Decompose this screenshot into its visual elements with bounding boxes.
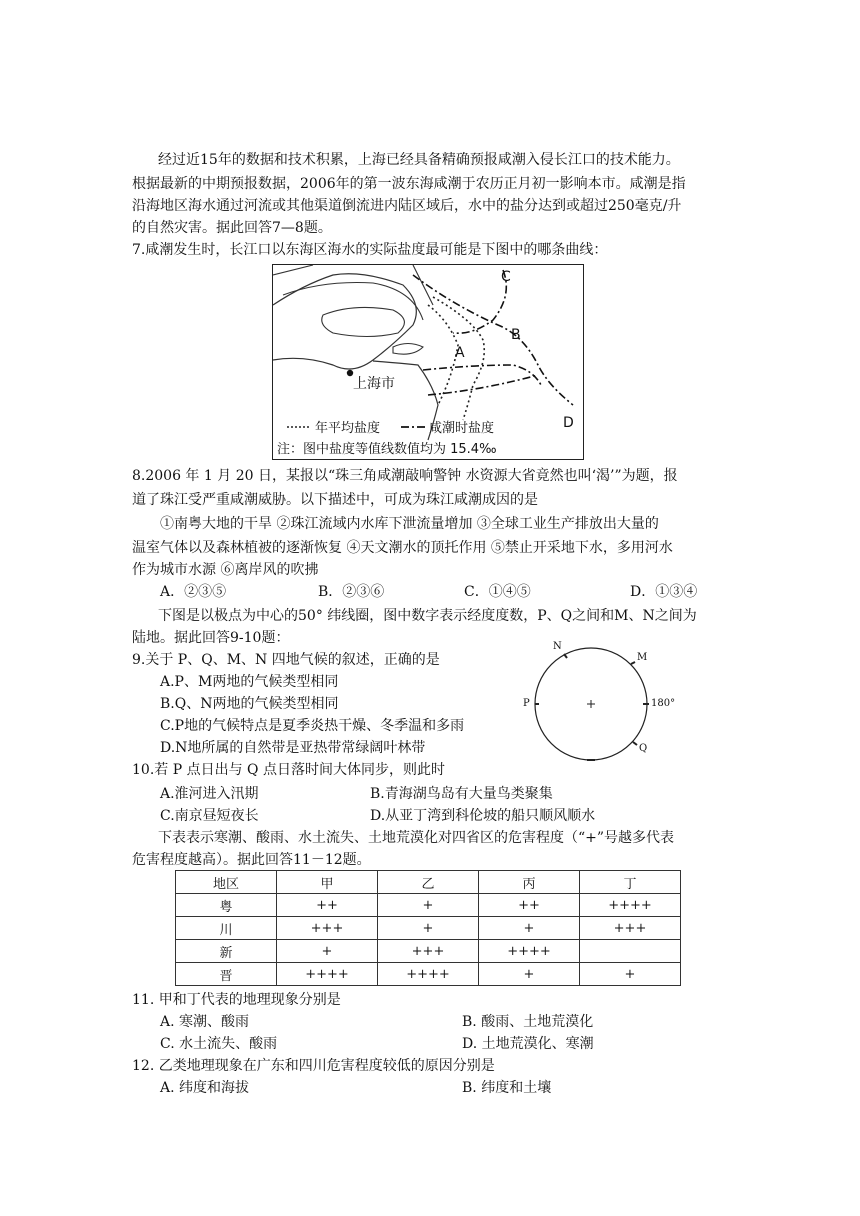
q12-option-b: B. 纬度和土壤 [462,1080,552,1096]
intro-line-4: 的自然灾害。据此回答7—8题。 [132,220,332,236]
table-row [176,917,681,940]
q8-options-3: 作为城市水源 ⑥离岸风的吹拂 [132,562,319,578]
q9-option-b: B.Q、N两地的气候类型相同 [160,696,339,712]
table-row [176,894,681,917]
table-cell: 粤 [176,894,277,917]
q8-stem-2: 道了珠江受严重咸潮威胁。以下描述中，可成为珠江咸潮成因的是 [132,492,538,508]
city-label-shanghai: 上海市 [353,376,395,392]
longitude-180-label: 180° [651,698,676,709]
table-cell: +++ [378,940,479,963]
hazard-table [175,870,681,986]
q11-option-a: A. 寒潮、酸雨 [160,1014,250,1030]
table-header: 地区 [176,871,277,894]
q8-choice-d: D．①③④ [630,584,698,600]
table-cell [580,940,681,963]
legend-annual: 年平均盐度 [315,421,381,436]
q910-intro-1: 下图是以极点为中心的50° 纬线圈，图中数字表示经度度数，P、Q之间和M、N之间为 [158,608,697,624]
q11-option-d: D. 土地荒漠化、寒潮 [462,1036,594,1052]
q8-choice-b: B．②③⑥ [318,584,385,600]
q10-stem: 10.若 P 点日出与 Q 点日落时间大体同步，则此时 [132,762,445,778]
q9-option-d: D.N地所属的自然带是亚热带常绿阔叶林带 [160,740,426,756]
point-m-label: M [637,652,648,663]
q8-options-2: 温室气体以及森林植被的逐渐恢复 ④天文潮水的顶托作用 ⑤禁止开采地下水，多用河水 [132,540,673,556]
q11-option-c: C. 水土流失、酸雨 [160,1036,278,1052]
table-row [176,940,681,963]
q10-option-c: C.南京昼短夜长 [160,808,259,824]
table-cell: + [479,917,580,940]
q8-choice-c: C．①④⑤ [464,584,531,600]
table-cell: + [378,894,479,917]
table-header: 乙 [378,871,479,894]
intro-line-1: 经过近15年的数据和技术积累，上海已经具备精确预报咸潮入侵长江口的技术能力。 [158,152,680,168]
map-note: 注：图中盐度等值线数值均为 15.4‰ [277,442,497,457]
curve-label-d: D [563,415,574,431]
curve-label-c: C [501,269,511,285]
table-cell: +++ [277,917,378,940]
table-cell: ++ [277,894,378,917]
table-cell: 新 [176,940,277,963]
table-cell: 川 [176,917,277,940]
curve-label-a: A [455,345,465,361]
table-cell: + [277,940,378,963]
table-cell: ++++ [277,963,378,986]
q11-option-b: B. 酸雨、土地荒漠化 [462,1014,594,1030]
table-cell: +++ [580,917,681,940]
q10-option-a: A.淮河进入汛期 [160,786,259,802]
point-p-label: P [523,698,530,709]
table-cell: ++++ [378,963,479,986]
table-cell: + [479,963,580,986]
table-cell: ++++ [580,894,681,917]
q910-intro-2: 陆地。据此回答9-10题： [132,630,290,646]
point-q-label: Q [639,743,648,754]
q7-stem: 7.咸潮发生时，长江口以东海区海水的实际盐度最可能是下图中的哪条曲线： [132,242,608,258]
q12-option-a: A. 纬度和海拔 [160,1080,250,1096]
q8-options-1: ①南粤大地的干旱 ②珠江流域内水库下泄流量增加 ③全球工业生产排放出大量的 [160,516,659,532]
table-header: 丁 [580,871,681,894]
intro-line-2: 根据最新的中期预报数据，2006年的第一波东海咸潮于农历正月初一影响本市。咸潮是指 [132,176,686,192]
table-cell: + [378,917,479,940]
q10-option-d: D.从亚丁湾到科伦坡的船只顺风顺水 [370,808,596,824]
q12-stem: 12. 乙类地理现象在广东和四川危害程度较低的原因分别是 [132,1058,495,1074]
salinity-map [272,264,584,460]
curve-label-b: B [511,327,521,343]
table-cell: + [580,963,681,986]
table-cell: 晋 [176,963,277,986]
q1112-intro-1: 下表表示寒潮、酸雨、水土流失、土地荒漠化对四省区的危害程度（“+”号越多代表 [158,830,675,846]
intro-line-3: 沿海地区海水通过河流或其他渠道倒流进内陆区域后，水中的盐分达到或超过250毫克/升 [132,198,682,214]
q1112-intro-2: 危害程度越高）。据此回答11－12题。 [132,852,371,868]
table-header-row [176,871,681,894]
q8-stem-1: 8.2006 年 1 月 20 日，某报以“珠三角咸潮敲响警钟 水资源大省竟然也叫‘渴’”为题，报 [132,468,678,484]
q8-choice-a: A．②③⑤ [160,584,227,600]
point-n-label: N [553,641,562,652]
table-cell: ++++ [479,940,580,963]
table-header: 丙 [479,871,580,894]
q9-option-c: C.P地的气候特点是夏季炎热干燥、冬季温和多雨 [160,718,465,734]
q9-stem: 9.关于 P、Q、M、N 四地气候的叙述，正确的是 [132,652,440,668]
legend-salt-tide: 咸潮时盐度 [429,421,495,436]
q9-option-a: A.P、M两地的气候类型相同 [160,674,339,690]
table-row [176,963,681,986]
table-cell: ++ [479,894,580,917]
q10-option-b: B.青海湖鸟岛有大量鸟类聚集 [370,786,553,802]
polar-circle-diagram [515,640,695,770]
q11-stem: 11. 甲和丁代表的地理现象分别是 [132,992,341,1008]
table-header: 甲 [277,871,378,894]
